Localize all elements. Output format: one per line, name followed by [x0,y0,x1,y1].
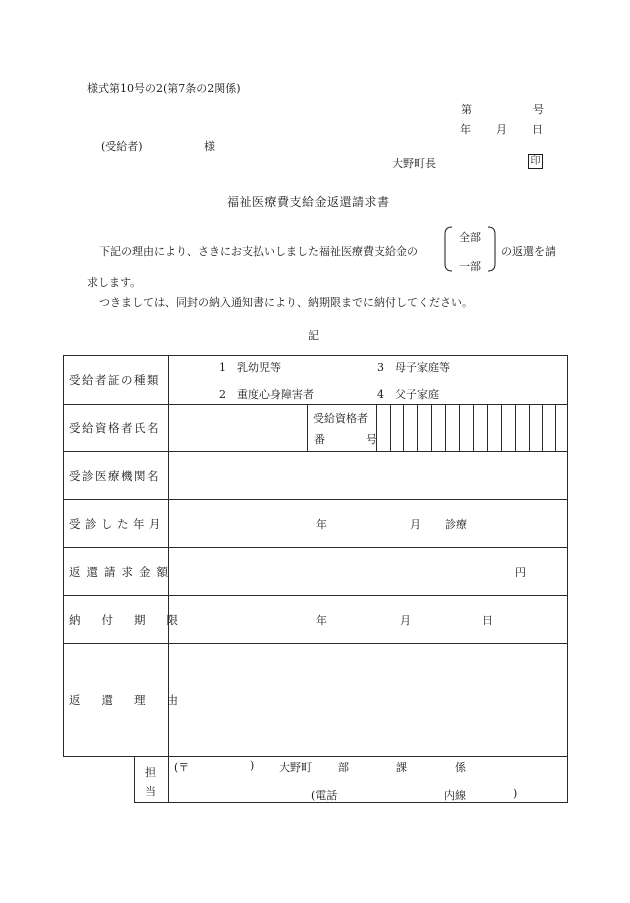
recipient-label: (受給者) [101,140,143,153]
row-consult-date-label: 受診した年月 [69,517,165,531]
row-reason-label: 返還理由 [69,693,199,707]
contact-bu: 部 [338,761,349,774]
form-number: 様式第10号の2(第7条の2関係) [87,82,241,95]
date-year: 年 [460,123,471,136]
contact-extension: 内線 [444,789,466,802]
card-type-1: 1 乳幼児等 [219,361,281,374]
number-go: 号 [533,103,544,116]
consult-month: 月 [410,518,421,531]
date-day: 日 [532,123,543,136]
contact-label-bottom: 当 [145,785,156,798]
number-dai: 第 [461,103,472,116]
right-brace-icon [486,226,498,272]
row-name-label: 受給資格者氏名 [69,421,160,435]
body-line3: つきましては、同封の納入通知書により、納期限までに納付してください。 [99,296,473,309]
contact-postal-open: (〒 [174,761,190,774]
consult-suffix: 診療 [445,518,467,531]
document-title: 福祉医療費支給金返還請求書 [227,195,390,209]
mayor-title: 大野町長 [392,157,436,170]
row-amount-label: 返還請求金額 [69,565,174,579]
row-deadline-label: 納付期限 [69,613,199,627]
option-all: 全部 [459,231,481,244]
deadline-year: 年 [316,614,327,627]
seal-stamp: 印 [528,154,543,169]
number-label-go: 号 [366,433,377,446]
body-line1-suffix: の返還を請 [501,245,556,258]
left-brace-icon [442,226,454,272]
date-month: 月 [496,123,507,136]
option-part: 一部 [459,260,481,273]
row-card-type-label: 受給者証の種類 [69,373,160,387]
card-type-4: 4 父子家庭 [377,388,439,401]
deadline-day: 日 [482,614,493,627]
contact-town: 大野町 [279,761,312,774]
card-type-2: 2 重度心身障害者 [219,388,314,401]
number-label-top: 受給資格者 [313,412,368,425]
card-type-3: 3 母子家庭等 [377,361,450,374]
contact-kakari: 係 [455,761,466,774]
ki-marker: 記 [308,329,319,342]
contact-phone-close: ) [513,787,518,800]
consult-year: 年 [316,518,327,531]
row-institution-label: 受診医療機関名 [69,469,160,483]
contact-phone-open: (電話 [311,789,338,802]
contact-ka: 課 [396,761,407,774]
amount-yen: 円 [515,566,526,579]
contact-postal-close: ) [250,759,255,772]
recipient-sama: 様 [204,140,215,153]
body-line2: 求します。 [87,276,142,289]
number-label-ban: 番 [314,433,325,446]
contact-label-top: 担 [145,766,156,779]
deadline-month: 月 [400,614,411,627]
body-line1-prefix: 下記の理由により、さきにお支払いしました福祉医療費支給金の [99,245,418,258]
